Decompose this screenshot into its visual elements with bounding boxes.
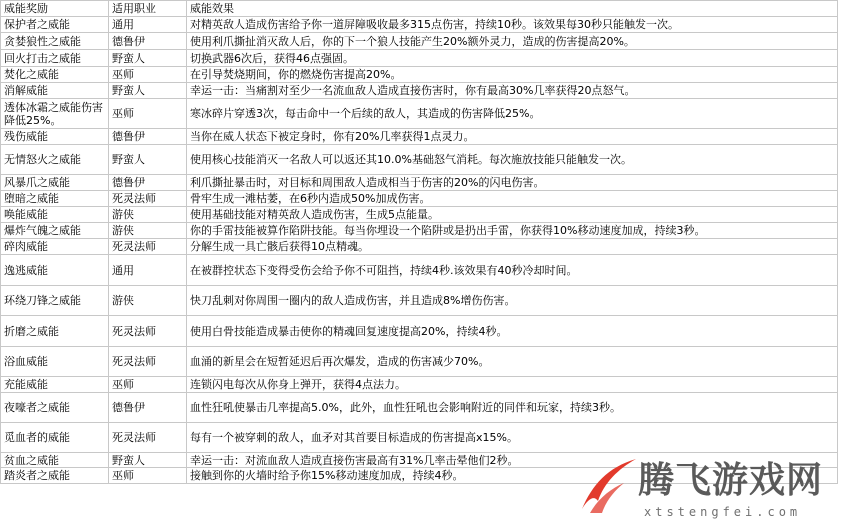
effect-cell: 使用利爪撕扯消灭敌人后，你的下一个狼人技能产生20%额外灵力，造成的伤害提高20%。: [187, 33, 838, 50]
power-name-cell: 透体冰霜之威能伤害降低25%。: [1, 99, 109, 129]
class-cell: 野蛮人: [109, 453, 187, 468]
effect-cell: 使用白骨技能造成暴击使你的精魂回复速度提高20%，持续4秒。: [187, 316, 838, 347]
table-row: [1, 393, 838, 423]
table-row: [1, 175, 838, 191]
power-name-cell: 环绕刀锋之威能: [1, 286, 109, 316]
class-cell: 巫师: [109, 67, 187, 83]
header-effect: 威能效果: [187, 1, 838, 17]
power-name-cell: 浴血威能: [1, 347, 109, 377]
table-row: [1, 468, 838, 484]
power-name-cell: 无情怒火之威能: [1, 145, 109, 175]
class-cell: 巫师: [109, 99, 187, 129]
class-cell: 野蛮人: [109, 145, 187, 175]
table-row: [1, 129, 838, 145]
power-name-cell: 唤能威能: [1, 207, 109, 223]
power-name-cell: 回火打击之威能: [1, 50, 109, 67]
class-cell: 巫师: [109, 377, 187, 393]
class-cell: 德鲁伊: [109, 393, 187, 423]
power-name-cell: 爆炸气魄之威能: [1, 223, 109, 239]
effect-cell: 在被群控状态下变得受伤会给予你不可阻挡，持续4秒.该效果有40秒冷却时间。: [187, 255, 838, 286]
effect-cell: 接触到你的火墙时给予你15%移动速度加成，持续4秒。: [187, 468, 838, 484]
effect-cell: 在引导焚烧期间，你的燃烧伤害提高20%。: [187, 67, 838, 83]
class-cell: 死灵法师: [109, 191, 187, 207]
class-cell: 德鲁伊: [109, 33, 187, 50]
watermark-url: xtstengfei.com: [644, 505, 802, 519]
table-row: [1, 83, 838, 99]
effect-cell: 寒冰碎片穿透3次，每击命中一个后续的敌人，其造成的伤害降低25%。: [187, 99, 838, 129]
table-row: [1, 17, 838, 33]
table-row: [1, 423, 838, 453]
effect-cell: 分解生成一具亡骸后获得10点精魂。: [187, 239, 838, 255]
power-name-cell: 觅血者的威能: [1, 423, 109, 453]
table-row: [1, 286, 838, 316]
effect-cell: 使用核心技能消灭一名敌人可以返还其10.0%基础怒气消耗。每次施放技能只能触发一次。: [187, 145, 838, 175]
power-name-cell: 充能威能: [1, 377, 109, 393]
power-name-cell: 堕暗之威能: [1, 191, 109, 207]
table-row: [1, 145, 838, 175]
power-name-cell: 折磨之威能: [1, 316, 109, 347]
power-name-cell: 残伤威能: [1, 129, 109, 145]
class-cell: 德鲁伊: [109, 175, 187, 191]
table-row: [1, 453, 838, 468]
class-cell: 游侠: [109, 223, 187, 239]
effect-cell: 利爪撕扯暴击时，对目标和周围敌人造成相当于伤害的20%的闪电伤害。: [187, 175, 838, 191]
power-name-cell: 贫血之威能: [1, 453, 109, 468]
effect-cell: 当你在威人状态下被定身时，你有20%几率获得1点灵力。: [187, 129, 838, 145]
power-name-cell: 保护者之威能: [1, 17, 109, 33]
table-row: [1, 50, 838, 67]
table-row: [1, 316, 838, 347]
header-class: 适用职业: [109, 1, 187, 17]
power-name-cell: 踏炎者之威能: [1, 468, 109, 484]
effect-cell: 使用基础技能对精英敌人造成伤害，生成5点能量。: [187, 207, 838, 223]
class-cell: 野蛮人: [109, 50, 187, 67]
effect-cell: 幸运一击：对流血敌人造成直接伤害最高有31%几率击晕他们2秒。: [187, 453, 838, 468]
header-power: 威能奖励: [1, 1, 109, 17]
effect-cell: 骨牢生成一滩枯萎，在6秒内造成50%加成伤害。: [187, 191, 838, 207]
class-cell: 死灵法师: [109, 239, 187, 255]
class-cell: 通用: [109, 255, 187, 286]
class-cell: 死灵法师: [109, 423, 187, 453]
table-row: [1, 67, 838, 83]
effect-cell: 血涌的新星会在短暂延迟后再次爆发，造成的伤害减少70%。: [187, 347, 838, 377]
effect-cell: 每有一个被穿刺的敌人，血矛对其首要目标造成的伤害提高x15%。: [187, 423, 838, 453]
table-row: [1, 99, 838, 129]
class-cell: 通用: [109, 17, 187, 33]
power-name-cell: 贪婪狼性之威能: [1, 33, 109, 50]
power-name-cell: 夜嚎者之威能: [1, 393, 109, 423]
power-name-cell: 消解威能: [1, 83, 109, 99]
table-row: [1, 239, 838, 255]
effect-cell: 你的手雷技能被算作陷阱技能。每当你埋设一个陷阱或是扔出手雷，你获得10%移动速度加成，持续3秒。: [187, 223, 838, 239]
class-cell: 野蛮人: [109, 83, 187, 99]
header-row: [1, 1, 838, 17]
power-name-cell: 碎肉威能: [1, 239, 109, 255]
effect-cell: 快刀乱刺对你周围一圈内的敌人造成伤害，并且造成8%增伤伤害。: [187, 286, 838, 316]
table-row: [1, 33, 838, 50]
power-name-cell: 风暴爪之威能: [1, 175, 109, 191]
power-name-cell: 焚化之威能: [1, 67, 109, 83]
effect-cell: 切换武器6次后，获得46点强固。: [187, 50, 838, 67]
table-row: [1, 223, 838, 239]
table-row: [1, 207, 838, 223]
table-row: [1, 255, 838, 286]
class-cell: 死灵法师: [109, 347, 187, 377]
table-row: [1, 377, 838, 393]
effect-cell: 血性狂吼使暴击几率提高5.0%，此外，血性狂吼也会影响附近的同伴和玩家，持续3秒。: [187, 393, 838, 423]
class-cell: 死灵法师: [109, 316, 187, 347]
effect-cell: 幸运一击：当痛割对至少一名流血敌人造成直接伤害时，你有最高30%几率获得20点怒气。: [187, 83, 838, 99]
class-cell: 德鲁伊: [109, 129, 187, 145]
class-cell: 游侠: [109, 207, 187, 223]
table-row: [1, 347, 838, 377]
class-cell: 巫师: [109, 468, 187, 484]
watermark-brand: 腾飞游戏网: [638, 460, 824, 501]
effect-cell: 对精英敌人造成伤害给予你一道屏障吸收最多315点伤害，持续10秒。该效果每30秒只能触发一次。: [187, 17, 838, 33]
effect-cell: 连锁闪电每次从你身上弹开，获得4点法力。: [187, 377, 838, 393]
table-row: [1, 191, 838, 207]
class-cell: 游侠: [109, 286, 187, 316]
power-name-cell: 逸逃威能: [1, 255, 109, 286]
